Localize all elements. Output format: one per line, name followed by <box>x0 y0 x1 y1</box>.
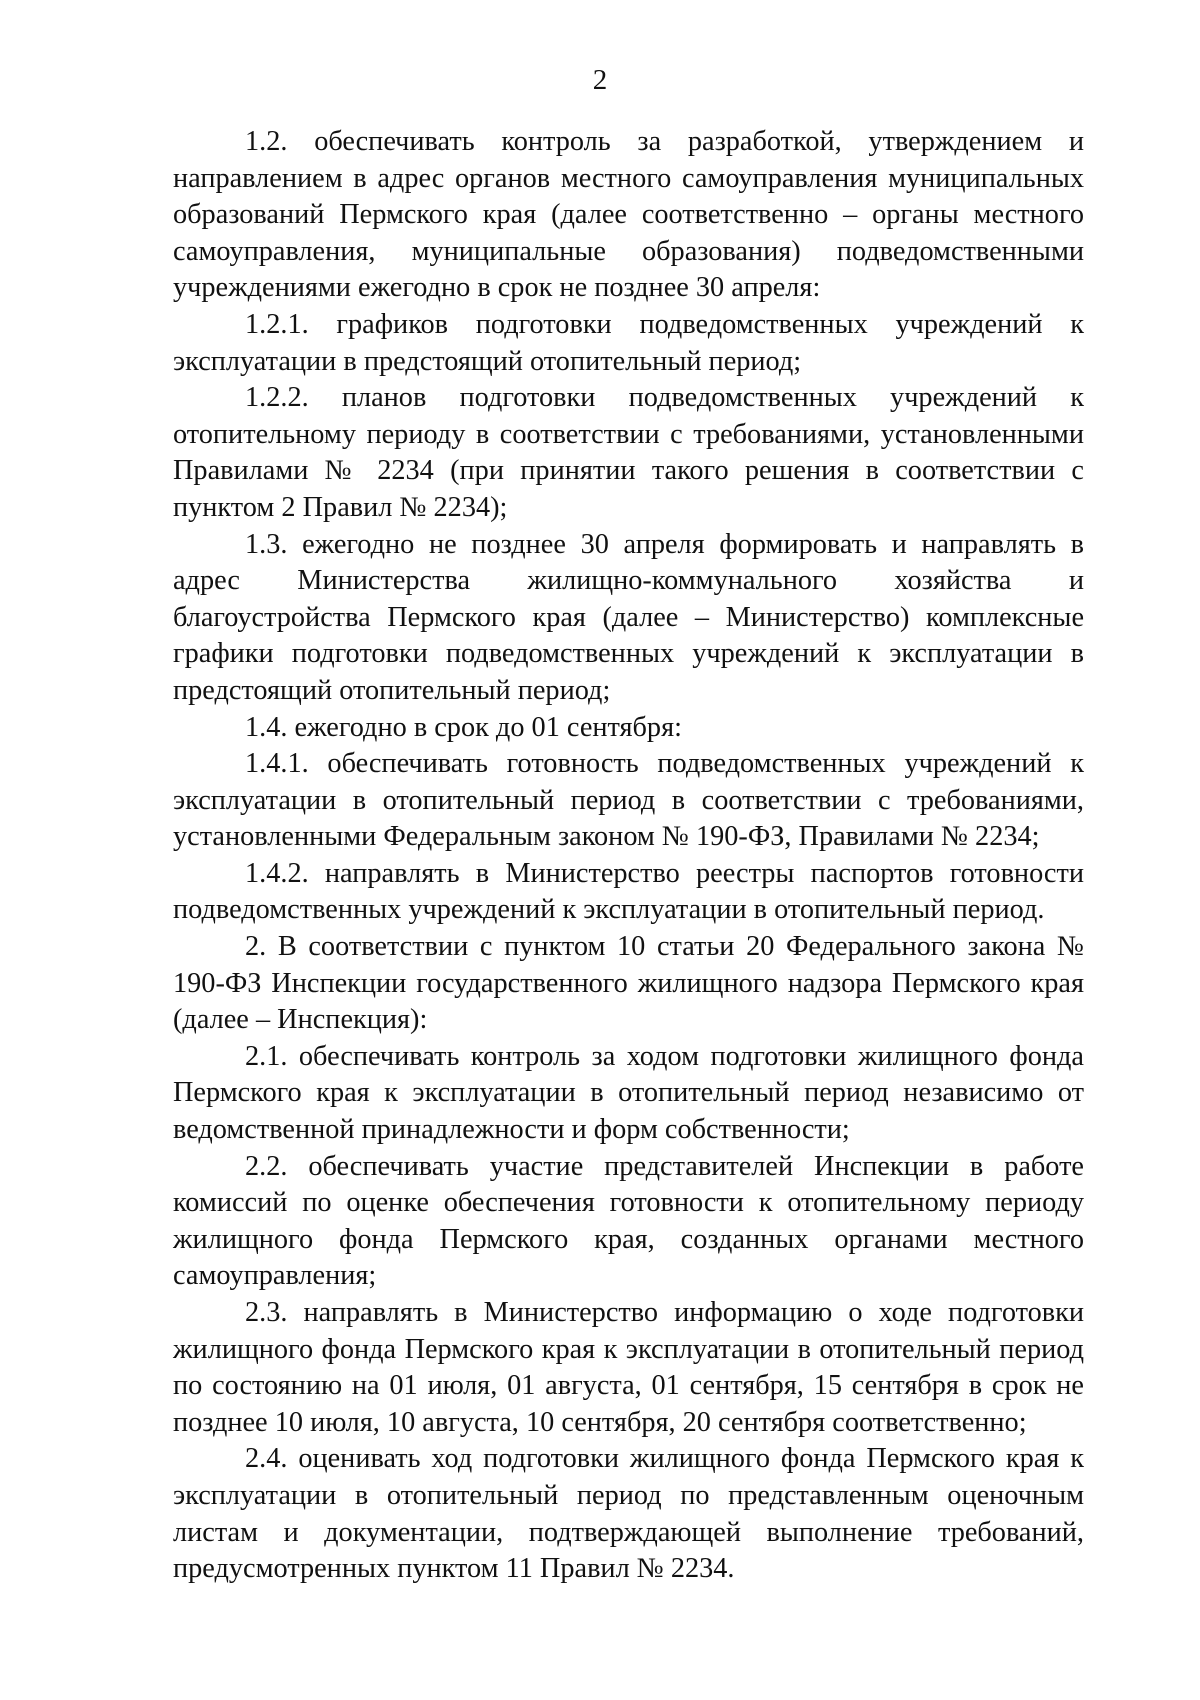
paragraph-1-2-1: 1.2.1. графиков подготовки подведомственных учреждений к эксплуатации в предстоящий отопительный период; <box>173 308 1084 377</box>
paragraph-1-4-1: 1.4.1. обеспечивать готовность подведомственных учреждений к эксплуатации в отопительный период в соответствии с требованиями, установленными Федеральным законом № 190-ФЗ, Правилами № 2234; <box>173 748 1084 853</box>
paragraph-2-4: 2.4. оценивать ход подготовки жилищного фонда Пермского края к эксплуатации в отопительный период по представленным оценочным листам и документации, подтверждающей выполнение требований, предусмотренных пунктом 11 Правил № 2234. <box>173 1443 1084 1585</box>
paragraph-1-4-2: 1.4.2. направлять в Министерство реестры паспортов готовности подведомственных учреждений к эксплуатации в отопительный период. <box>173 857 1084 926</box>
paragraph-1-4: 1.4. ежегодно в срок до 01 сентября: <box>245 711 682 743</box>
paragraph-1-3: 1.3. ежегодно не позднее 30 апреля формировать и направлять в адрес Министерства жилищно-коммунального хозяйства и благоустройства Пермского края (далее – Министерство) комплексные графики подготовки подведомственных учреждений к эксплуатации в предстоящий отопительный период; <box>173 528 1084 706</box>
paragraph-1-2-2: 1.2.2. планов подготовки подведомственных учреждений к отопительному периоду в соответствии с требованиями, установленными Правилами № 2234 (при принятии такого решения в соответствии с пунктом 2 Правил № 2234); <box>173 382 1084 523</box>
paragraph-2-2: 2.2. обеспечивать участие представителей Инспекции в работе комиссий по оценке обеспечения готовности к отопительному периоду жилищного фонда Пермского края, созданных органами местного самоуправления; <box>173 1150 1084 1292</box>
page-number: 2 <box>592 64 608 96</box>
paragraph-1-2: 1.2. обеспечивать контроль за разработкой, утверждением и направлением в адрес органов местного самоуправления муниципальных образований Пермского края (далее соответственно – органы местного самоуправления, муниципальные образования) подведомственными учреждениями ежегодно в срок не позднее 30 апреля: <box>173 126 1084 304</box>
document-body <box>173 124 1084 1588</box>
paragraph-2-3: 2.3. направлять в Министерство информацию о ходе подготовки жилищного фонда Пермского края к эксплуатации в отопительный период по состоянию на 01 июля, 01 августа, 01 сентября, 15 сентября в срок не позднее 10 июля, 10 августа, 10 сентября, 20 сентября соответственно; <box>173 1297 1084 1438</box>
paragraph-2: 2. В соответствии с пунктом 10 статьи 20 Федерального закона № 190-ФЗ Инспекции государственного жилищного надзора Пермского края (далее – Инспекция): <box>173 931 1084 1036</box>
paragraph-2-1: 2.1. обеспечивать контроль за ходом подготовки жилищного фонда Пермского края к эксплуатации в отопительный период независимо от ведомственной принадлежности и форм собственности; <box>173 1040 1084 1146</box>
